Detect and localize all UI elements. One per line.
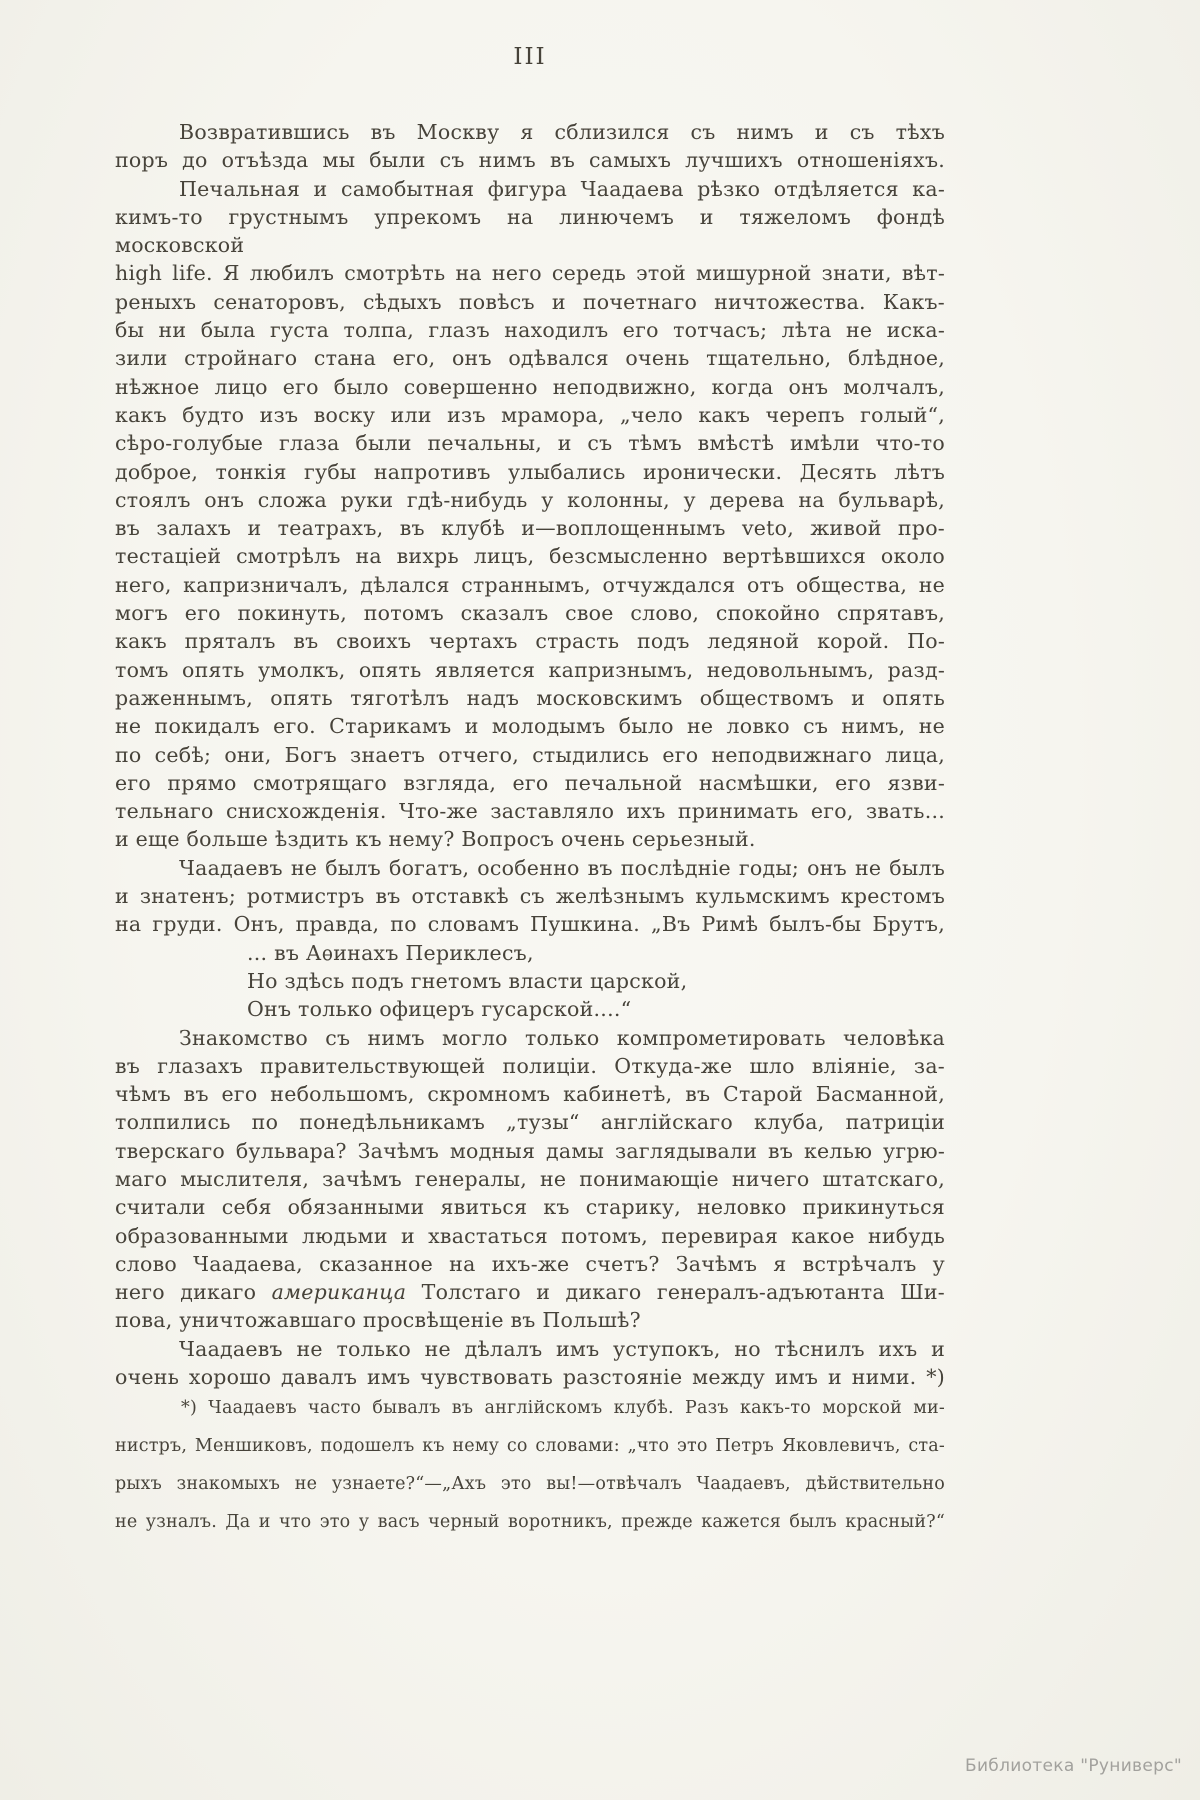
text-line: его прямо смотрящаго взгляда, его печальной насмѣшки, его язви- [115, 770, 945, 795]
text-line: него, капризничалъ, дѣлался страннымъ, отчуждался отъ общества, не [115, 572, 945, 597]
text-line: маго мыслителя, зачѣмъ генералы, не понимающіе ничего штатскаго, [115, 1166, 945, 1191]
text-line: стоялъ онъ сложа руки гдѣ-нибудь у колонны, у дерева на бульварѣ, [115, 487, 945, 512]
text-line: раженнымъ, опять тяготѣлъ надъ московскимъ обществомъ и опять [115, 685, 945, 710]
text-line: реныхъ сенаторовъ, сѣдыхъ повѣсъ и почетнаго ничтожества. Какъ- [115, 289, 945, 314]
text-line: него дикаго американца Толстаго и дикаго генералъ-адъютанта Ши- [115, 1280, 945, 1305]
text-line: тельнаго снисхожденія. Что-же заставляло ихъ принимать его, звать... [115, 799, 945, 824]
text-line: пова, уничтожавшаго просвѣщеніе въ Польшѣ? [115, 1308, 641, 1333]
text-line: тверскаго бульвара? Зачѣмъ модныя дамы заглядывали въ келью угрю- [115, 1138, 945, 1163]
text-line: сѣро-голубые глаза были печальны, и съ тѣмъ вмѣстѣ имѣли что-то [115, 431, 945, 456]
text-line: считали себя обязанными явиться къ старику, неловко прикинуться [115, 1195, 945, 1220]
text-line: доброе, тонкія губы напротивъ улыбались иронически. Десять лѣтъ [115, 459, 945, 484]
text-line: какъ пряталъ въ своихъ чертахъ страсть подъ ледяной корой. По- [115, 629, 945, 654]
text-line: Но здѣсь подъ гнетомъ власти царской, [247, 968, 688, 993]
text-line: и еще больше ѣздить къ нему? Вопросъ очень серьезный. [115, 827, 756, 852]
text-line: могъ его покинуть, потомъ сказалъ свое слово, спокойно спрятавъ, [115, 601, 945, 626]
text-line: кимъ-то грустнымъ упрекомъ на линючемъ и тяжеломъ фондѣ московской [115, 204, 945, 258]
text-line: очень хорошо давалъ имъ чувствовать разстояніе между имъ и ними. *) [115, 1365, 945, 1390]
text-line: образованными людьми и хвастаться потомъ, перевирая какое нибудь [115, 1223, 945, 1248]
text-line: въ залахъ и театрахъ, въ клубѣ и—воплощеннымъ veto, живой про- [115, 516, 945, 541]
text-line: толпились по понедѣльникамъ „тузы“ англійскаго клуба, патриціи [115, 1110, 945, 1135]
text-line: чѣмъ въ его небольшомъ, скромномъ кабинетѣ, въ Старой Басманной, [115, 1082, 945, 1107]
text-line: бы ни была густа толпа, глазъ находилъ его тотчасъ; лѣта не иска- [115, 318, 945, 343]
page-number: III [513, 44, 547, 70]
text-line: Онъ только офицеръ гусарской....“ [247, 997, 632, 1022]
footnote-line: не узналъ. Да и что это у васъ черный воротникъ, прежде кажется былъ красный?“ [115, 1512, 945, 1532]
footnote-block [115, 1389, 945, 1541]
footnote-line: *) Чаадаевъ часто бывалъ въ англійскомъ клубѣ. Разъ какъ-то морской ми- [181, 1398, 945, 1418]
text-line: томъ опять умолкъ, опять является капризнымъ, недовольнымъ, разд- [115, 657, 945, 682]
text-line: поръ до отъѣзда мы были съ нимъ въ самыхъ лучшихъ отношеніяхъ. [115, 148, 945, 173]
text-line: на груди. Онъ, правда, по словамъ Пушкина. „Въ Римѣ былъ-бы Брутъ, [115, 912, 945, 937]
footnote-line: рыхъ знакомыхъ не узнаете?“—„Ахъ это вы!—отвѣчалъ Чаадаевъ, дѣйствительно [115, 1474, 945, 1494]
text-line: тестаціей смотрѣлъ на вихрь лицъ, безсмысленно вертѣвшихся около [115, 544, 945, 569]
text-line: зили стройнаго стана его, онъ одѣвался очень тщательно, блѣдное, [115, 346, 945, 371]
text-line: Возвратившись въ Москву я сблизился съ нимъ и съ тѣхъ [179, 120, 945, 144]
text-line: какъ будто изъ воску или изъ мрамора, „чело какъ черепъ голый“, [115, 402, 945, 427]
text-line: слово Чаадаева, сказанное на ихъ-же счетъ? Зачѣмъ я встрѣчалъ у [115, 1251, 945, 1276]
text-line: по себѣ; они, Богъ знаетъ отчего, стыдились его неподвижнаго лица, [115, 742, 945, 767]
library-watermark: Библиотека "Руниверс" [965, 1756, 1182, 1776]
main-text-block [115, 118, 945, 1391]
text-line: нѣжное лицо его было совершенно неподвижно, когда онъ молчалъ, [115, 374, 945, 399]
footnote-line: нистръ, Меншиковъ, подошелъ къ нему со словами: „что это Петръ Яковлевичъ, ста- [115, 1436, 945, 1456]
text-line: high life. Я любилъ смотрѣть на него середь этой мишурной знати, вѣт- [115, 261, 945, 286]
text-line: ... въ Аѳинахъ Периклесъ, [247, 940, 534, 965]
text-line: въ глазахъ правительствующей полиціи. Откуда-же шло вліяніе, за- [115, 1053, 945, 1078]
text-line: Печальная и самобытная фигура Чаадаева рѣзко отдѣляется ка- [179, 176, 945, 201]
text-line: и знатенъ; ротмистръ въ отставкѣ съ желѣзнымъ кульмскимъ крестомъ [115, 884, 945, 909]
text-line: не покидалъ его. Старикамъ и молодымъ было не ловко съ нимъ, не [115, 714, 945, 739]
text-line: Знакомство съ нимъ могло только компрометировать человѣка [179, 1025, 945, 1050]
text-line: Чаадаевъ не только не дѣлалъ имъ уступокъ, но тѣснилъ ихъ и [179, 1336, 945, 1361]
text-line: Чаадаевъ не былъ богатъ, особенно въ послѣдніе годы; онъ не былъ [179, 855, 945, 880]
